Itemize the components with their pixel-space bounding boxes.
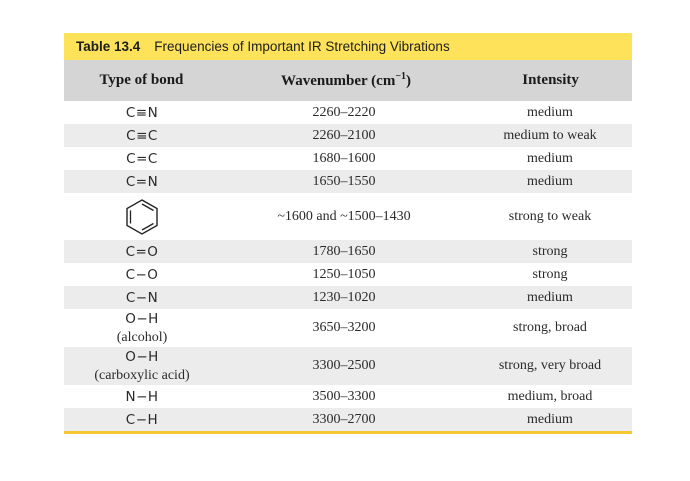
table-row xyxy=(64,193,632,240)
wavenumber-cell: 1680–1600 xyxy=(312,150,376,166)
wavenumber-cell: 3300–2500 xyxy=(312,358,376,373)
intensity-cell: medium, broad xyxy=(507,388,593,404)
wavenumber-cell: 1230–1020 xyxy=(312,289,376,305)
intensity-cell: strong to weak xyxy=(508,208,592,224)
intensity-cell: medium xyxy=(527,289,573,305)
table-row xyxy=(64,408,632,431)
wavenumber-cell: 2260–2220 xyxy=(312,104,376,120)
bond-cell: C−H xyxy=(125,411,159,428)
bond-cell: N−H xyxy=(125,388,159,405)
bond-cell: C≡C xyxy=(126,127,158,144)
intensity-cell: medium xyxy=(527,173,573,189)
bond-cell: C−O xyxy=(125,266,159,283)
bond-cell: C=N xyxy=(125,173,159,190)
table-row xyxy=(64,347,632,385)
table-row xyxy=(64,286,632,309)
wavenumber-cell: 1650–1550 xyxy=(312,173,376,189)
bond-cell: C−N xyxy=(125,289,159,306)
intensity-cell: strong, very broad xyxy=(498,358,602,373)
table-row xyxy=(64,101,632,124)
intensity-cell: strong xyxy=(532,266,568,282)
bond-cell xyxy=(64,197,220,237)
wavenumber-cell: 1250–1050 xyxy=(312,266,376,282)
bond-cell: C≡N xyxy=(125,104,159,121)
bond-note: (alcohol) xyxy=(116,329,168,345)
col-header-intensity: Intensity xyxy=(522,72,579,88)
wavenumber-cell: 2260–2100 xyxy=(312,127,376,143)
bond-note: (carboxylic acid) xyxy=(94,367,190,383)
wavenumber-cell: 3650–3200 xyxy=(312,320,376,335)
table-header xyxy=(64,60,632,101)
intensity-cell: medium to weak xyxy=(503,127,597,143)
wavenumber-cell: ~1600 and ~1500–1430 xyxy=(277,208,411,224)
ir-table xyxy=(64,33,632,434)
table-number: Table 13.4 xyxy=(76,39,141,54)
intensity-cell: strong xyxy=(532,243,568,259)
intensity-cell: medium xyxy=(527,104,573,120)
bond-cell: O−H (carboxylic acid) xyxy=(64,349,220,384)
table-title: Frequencies of Important IR Stretching Vibrations xyxy=(154,39,450,54)
benzene-ring-icon xyxy=(121,197,163,237)
wavenumber-cell: 3300–2700 xyxy=(312,411,376,427)
wavenumber-cell: 1780–1650 xyxy=(312,243,376,259)
col-header-bond: Type of bond xyxy=(99,72,184,88)
table-row xyxy=(64,240,632,263)
table-bottom-rule xyxy=(64,431,632,434)
table-row xyxy=(64,385,632,408)
col-header-wavenumber: Wavenumber $(cm^{-1})$ xyxy=(281,71,412,89)
bond-cell: O−H (alcohol) xyxy=(64,311,220,346)
intensity-cell: strong, broad xyxy=(513,320,587,335)
table-row xyxy=(64,170,632,193)
table-row xyxy=(64,309,632,347)
table-row xyxy=(64,263,632,286)
intensity-cell: medium xyxy=(527,411,573,427)
bond-cell: C=O xyxy=(125,243,159,260)
intensity-cell: medium xyxy=(527,150,573,166)
table-caption xyxy=(64,33,632,60)
bond-cell: C=C xyxy=(126,150,158,167)
table-row xyxy=(64,147,632,170)
table-row xyxy=(64,124,632,147)
wavenumber-cell: 3500–3300 xyxy=(312,388,376,404)
